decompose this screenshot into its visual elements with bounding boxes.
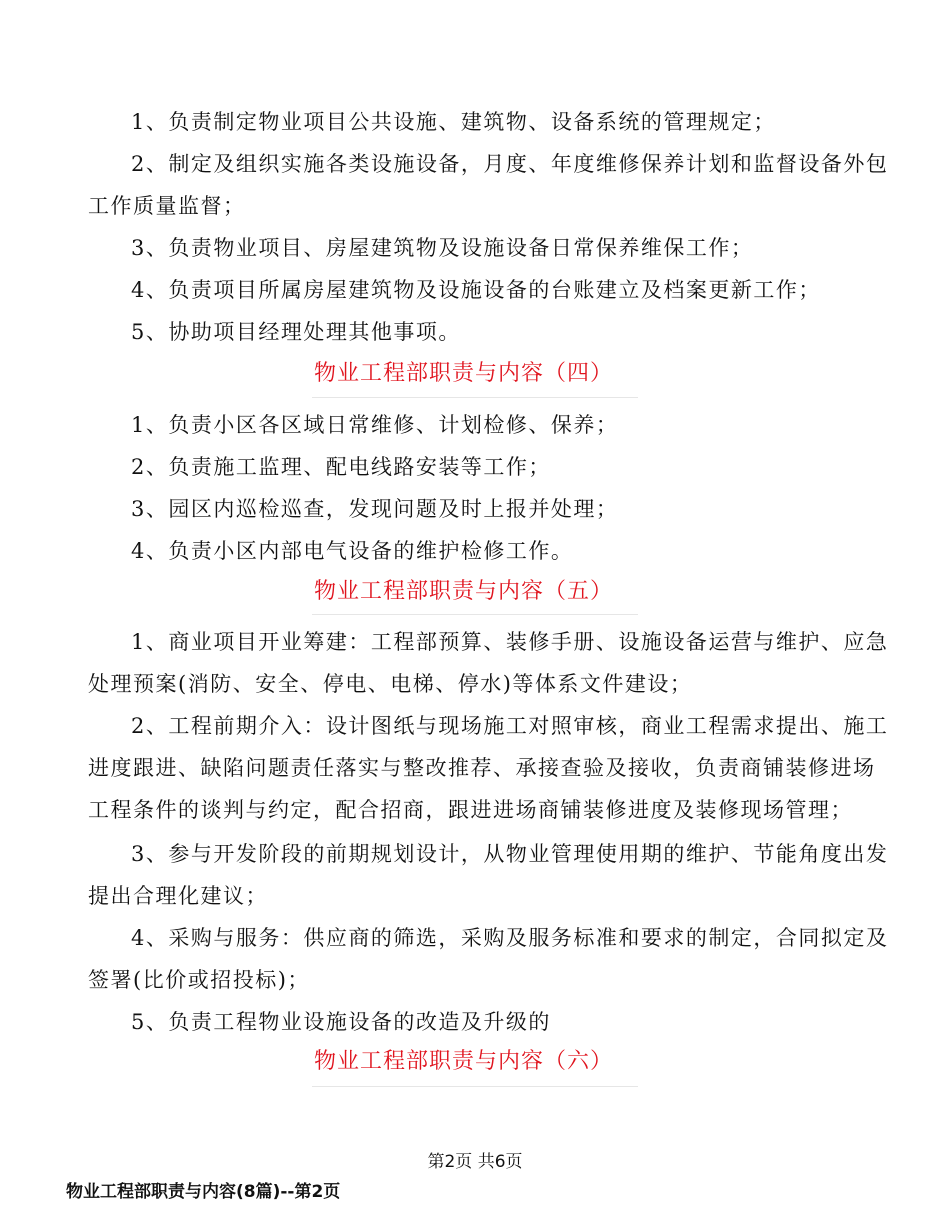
section-heading: 物业工程部职责与内容（六） xyxy=(314,1049,614,1074)
heading-underline xyxy=(312,1086,638,1087)
paragraph-line: 5、负责工程物业设施设备的改造及升级的 xyxy=(131,1010,551,1034)
paragraph-line: 3、负责物业项目、房屋建筑物及设施设备日常保养维保工作； xyxy=(131,236,754,260)
paragraph-line: 签署(比价或招投标)； xyxy=(88,968,310,992)
paragraph-line: 4、负责小区内部电气设备的维护检修工作。 xyxy=(131,539,574,563)
page-number: 第2页 共6页 xyxy=(427,1152,523,1172)
paragraph-line: 工程条件的谈判与约定，配合招商，跟进进场商铺装修进度及装修现场管理； xyxy=(88,798,853,822)
paragraph-line: 进度跟进、缺陷问题责任落实与整改推荐、承接查验及接收，负责商铺装修进场 xyxy=(88,756,876,780)
section-heading: 物业工程部职责与内容（四） xyxy=(314,361,614,386)
paragraph-line: 3、园区内巡检巡查，发现问题及时上报并处理； xyxy=(131,497,619,521)
paragraph-line: 工作质量监督； xyxy=(88,194,246,218)
paragraph-line: 提出合理化建议； xyxy=(88,884,268,908)
paragraph-line: 1、负责小区各区域日常维修、计划检修、保养； xyxy=(131,413,619,437)
paragraph-line: 4、负责项目所属房屋建筑物及设施设备的台账建立及档案更新工作； xyxy=(131,278,821,302)
section-heading: 物业工程部职责与内容（五） xyxy=(314,579,614,604)
paragraph-line: 1、商业项目开业筹建：工程部预算、装修手册、设施设备运营与维护、应急 xyxy=(131,630,889,654)
paragraph-line: 4、采购与服务：供应商的筛选，采购及服务标准和要求的制定，合同拟定及 xyxy=(131,926,889,950)
paragraph-line: 2、工程前期介入：设计图纸与现场施工对照审核，商业工程需求提出、施工 xyxy=(131,714,889,738)
paragraph-line: 处理预案(消防、安全、停电、电梯、停水)等体系文件建设； xyxy=(88,672,693,696)
paragraph-line: 2、制定及组织实施各类设施设备，月度、年度维修保养计划和监督设备外包 xyxy=(131,152,889,176)
heading-underline xyxy=(312,614,638,615)
paragraph-line: 2、负责施工监理、配电线路安装等工作； xyxy=(131,455,551,479)
paragraph-line: 5、协助项目经理处理其他事项。 xyxy=(131,320,461,344)
paragraph-line: 1、负责制定物业项目公共设施、建筑物、设备系统的管理规定； xyxy=(131,110,776,134)
document-title: 物业工程部职责与内容(8篇)--第2页 xyxy=(66,1182,341,1202)
heading-underline xyxy=(312,397,638,398)
paragraph-line: 3、参与开发阶段的前期规划设计，从物业管理使用期的维护、节能角度出发 xyxy=(131,842,889,866)
